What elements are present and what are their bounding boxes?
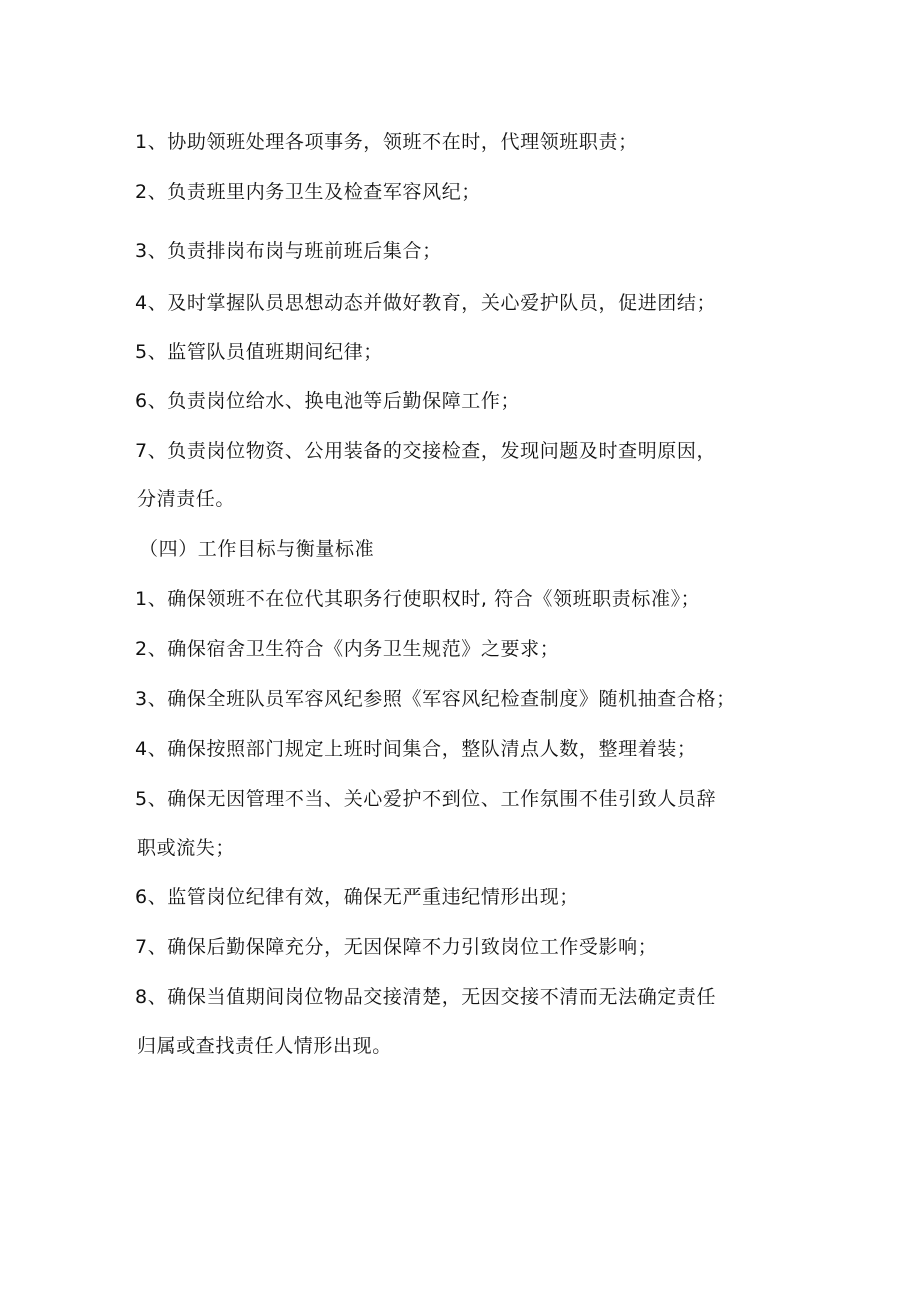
duty-item-7: 7、负责岗位物资、公用装备的交接检查，发现问题及时查明原因，	[135, 440, 717, 462]
duty-item-5: 5、监管队员值班期间纪律；	[135, 341, 383, 363]
duty-item-7-continued: 分清责任。	[137, 488, 236, 510]
section-heading-standards: （四）工作目标与衡量标准	[139, 538, 375, 560]
standard-item-5-continued: 职或流失；	[137, 837, 236, 859]
standard-item-1: 1、确保领班不在位代其职务行使职权时, 符合《领班职责标准》；	[135, 588, 701, 610]
standard-item-7: 7、确保后勤保障充分，无因保障不力引致岗位工作受影响；	[135, 936, 658, 958]
standard-item-5: 5、确保无因管理不当、关心爱护不到位、工作氛围不佳引致人员辞	[135, 788, 717, 810]
standard-item-4: 4、确保按照部门规定上班时间集合，整队清点人数，整理着装；	[135, 738, 697, 760]
standard-item-6: 6、监管岗位纪律有效，确保无严重违纪情形出现；	[135, 886, 579, 908]
duty-item-1: 1、协助领班处理各项事务，领班不在时，代理领班职责；	[135, 131, 638, 153]
duty-item-3: 3、负责排岗布岗与班前班后集合；	[135, 240, 442, 262]
duty-item-6: 6、负责岗位给水、换电池等后勤保障工作；	[135, 390, 521, 412]
duty-item-4: 4、及时掌握队员思想动态并做好教育，关心爱护队员，促进团结；	[135, 292, 717, 314]
standard-item-3: 3、确保全班队员军容风纪参照《军容风纪检查制度》随机抽查合格；	[135, 688, 736, 710]
standard-item-8-continued: 归属或查找责任人情形出现。	[137, 1035, 392, 1057]
standard-item-8: 8、确保当值期间岗位物品交接清楚，无因交接不清而无法确定责任	[135, 986, 717, 1008]
duty-item-2: 2、负责班里内务卫生及检查军容风纪；	[135, 181, 481, 203]
standard-item-2: 2、确保宿舍卫生符合《内务卫生规范》之要求；	[135, 638, 560, 660]
